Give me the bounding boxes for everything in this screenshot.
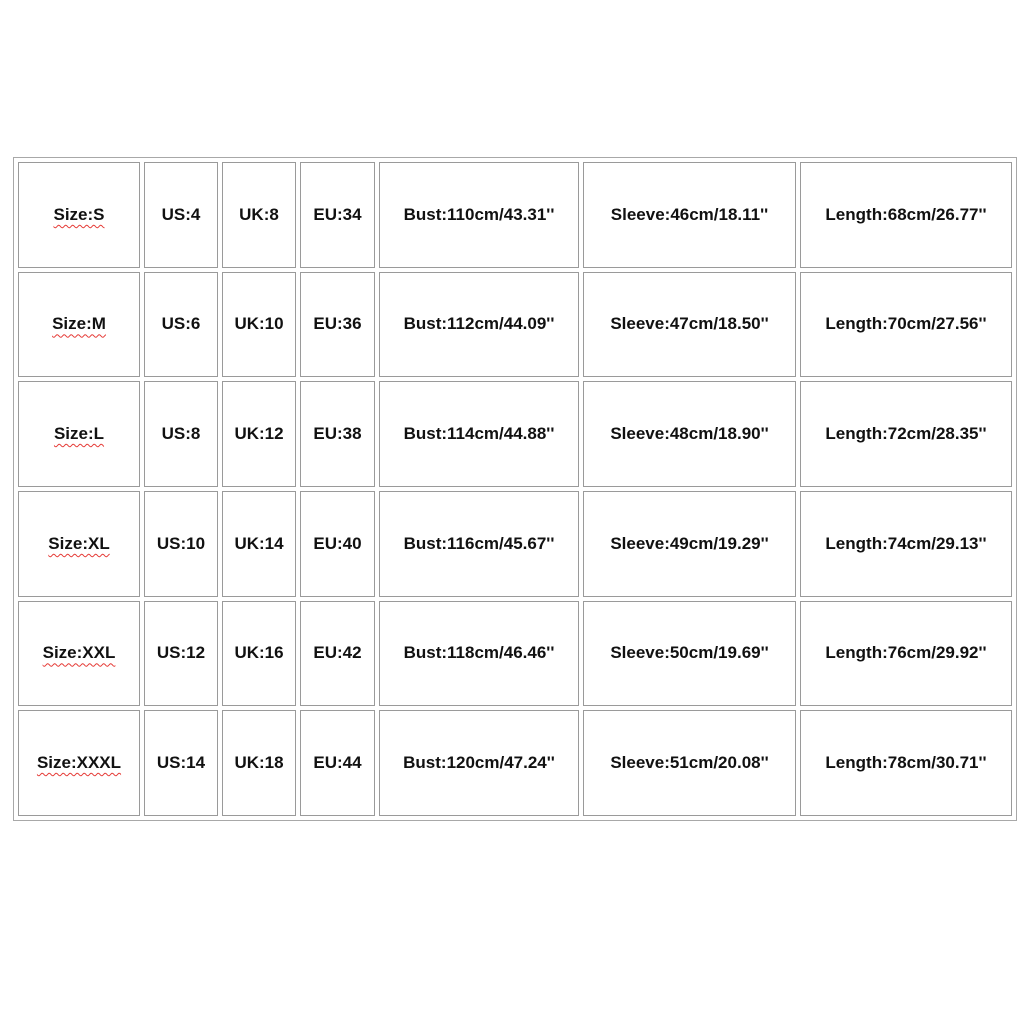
eu-size-cell: EU:38	[300, 381, 375, 487]
us-size-cell: US:14	[144, 710, 218, 816]
size-cell	[18, 272, 140, 378]
size-label: Size:S	[53, 204, 105, 224]
table-row	[18, 710, 1012, 816]
bust-cell: Bust:114cm/44.88''	[379, 381, 579, 487]
uk-size-cell: UK:18	[222, 710, 296, 816]
eu-size-cell: EU:34	[300, 162, 375, 268]
uk-size-cell: UK:16	[222, 601, 296, 707]
sleeve-cell: Sleeve:48cm/18.90''	[583, 381, 796, 487]
length-cell: Length:72cm/28.35''	[800, 381, 1012, 487]
us-size-cell: US:8	[144, 381, 218, 487]
sleeve-cell: Sleeve:47cm/18.50''	[583, 272, 796, 378]
sleeve-cell: Sleeve:46cm/18.11''	[583, 162, 796, 268]
size-label: Size:M	[52, 314, 106, 334]
eu-size-cell: EU:44	[300, 710, 375, 816]
table-row	[18, 491, 1012, 597]
uk-size-cell: UK:10	[222, 272, 296, 378]
eu-size-cell: EU:36	[300, 272, 375, 378]
us-size-cell: US:6	[144, 272, 218, 378]
size-cell	[18, 601, 140, 707]
eu-size-cell: EU:40	[300, 491, 375, 597]
bust-cell: Bust:116cm/45.67''	[379, 491, 579, 597]
size-label: Size:XXXL	[36, 753, 122, 773]
bust-cell: Bust:112cm/44.09''	[379, 272, 579, 378]
bust-cell: Bust:120cm/47.24''	[379, 710, 579, 816]
table-row	[18, 162, 1012, 268]
length-cell: Length:74cm/29.13''	[800, 491, 1012, 597]
us-size-cell: US:12	[144, 601, 218, 707]
bust-cell: Bust:118cm/46.46''	[379, 601, 579, 707]
size-chart-table	[13, 157, 1017, 821]
sleeve-cell: Sleeve:50cm/19.69''	[583, 601, 796, 707]
uk-size-cell: UK:14	[222, 491, 296, 597]
table-row	[18, 601, 1012, 707]
size-label: Size:XXL	[42, 643, 116, 663]
uk-size-cell: UK:8	[222, 162, 296, 268]
sleeve-cell: Sleeve:49cm/19.29''	[583, 491, 796, 597]
length-cell: Length:70cm/27.56''	[800, 272, 1012, 378]
table-row	[18, 381, 1012, 487]
sleeve-cell: Sleeve:51cm/20.08''	[583, 710, 796, 816]
size-cell	[18, 162, 140, 268]
size-cell	[18, 710, 140, 816]
length-cell: Length:68cm/26.77''	[800, 162, 1012, 268]
size-label: Size:XL	[48, 533, 110, 553]
size-label: Size:L	[53, 424, 105, 444]
table-row	[18, 272, 1012, 378]
us-size-cell: US:4	[144, 162, 218, 268]
us-size-cell: US:10	[144, 491, 218, 597]
eu-size-cell: EU:42	[300, 601, 375, 707]
bust-cell: Bust:110cm/43.31''	[379, 162, 579, 268]
size-cell	[18, 491, 140, 597]
uk-size-cell: UK:12	[222, 381, 296, 487]
length-cell: Length:78cm/30.71''	[800, 710, 1012, 816]
size-cell	[18, 381, 140, 487]
length-cell: Length:76cm/29.92''	[800, 601, 1012, 707]
